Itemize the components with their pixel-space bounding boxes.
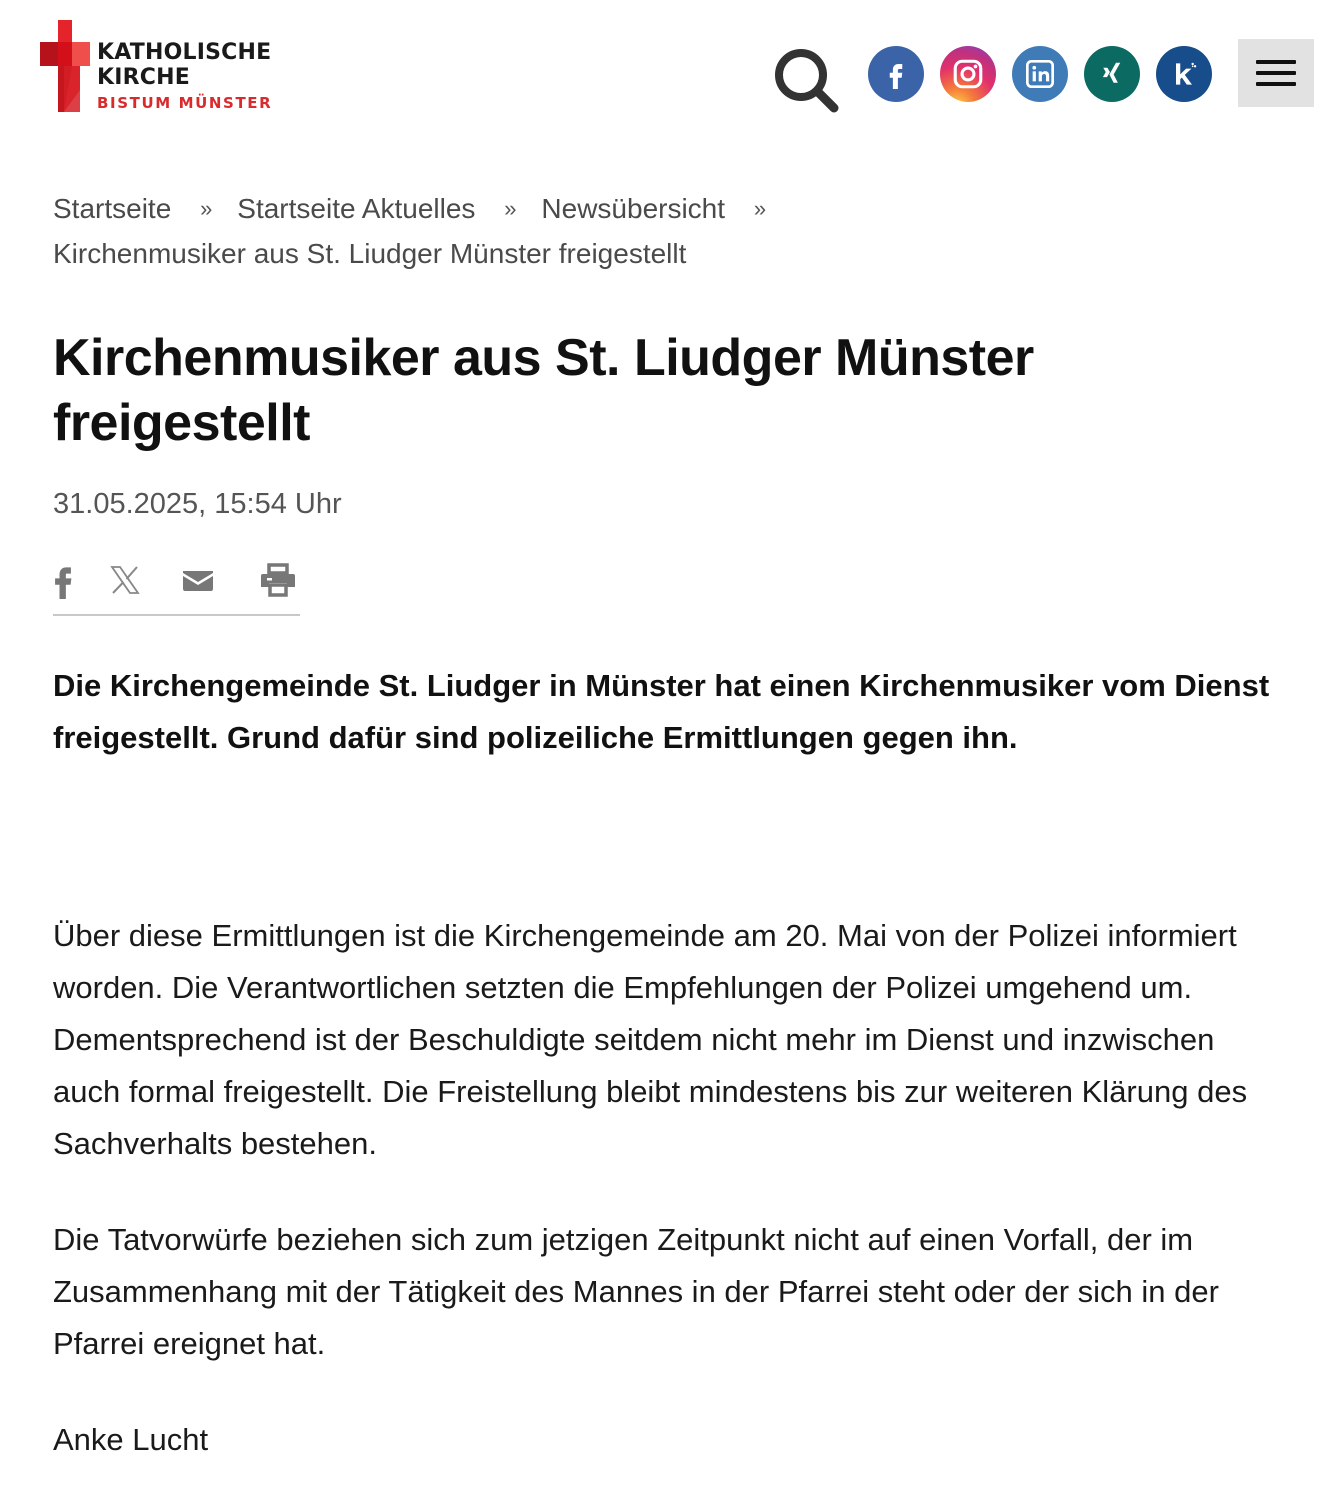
menu-button[interactable] — [1238, 39, 1314, 107]
xing-icon — [1097, 59, 1127, 89]
x-icon — [109, 564, 141, 596]
article-paragraph-2: Die Tatvorwürfe beziehen sich zum jetzigen Zeitpunkt nicht auf einen Vorfall, der im Zusammenhang mit der Tätigkeit des Mannes in der Pfarrei steht oder der sich in der Pfarrei ereignet hat. — [53, 1222, 1219, 1361]
facebook-link[interactable] — [868, 46, 924, 102]
page-title-line-1: Kirchenmusiker aus St. Liudger Münster — [53, 329, 1034, 387]
share-x-button[interactable] — [109, 560, 141, 600]
breadcrumb — [53, 186, 1053, 276]
xing-link[interactable] — [1084, 46, 1140, 102]
logo-line-katholische: KATHOLISCHE — [97, 40, 272, 65]
cross-logo-icon — [40, 20, 90, 112]
logo-line-bistum: BISTUM MÜNSTER — [97, 94, 273, 112]
share-mail-button[interactable] — [181, 560, 215, 600]
share-facebook-button[interactable] — [53, 560, 75, 600]
share-bar — [53, 558, 300, 616]
page-title — [53, 326, 1273, 456]
breadcrumb-separator-icon: » — [753, 196, 767, 221]
share-print-button[interactable] — [260, 560, 296, 600]
linkedin-link[interactable] — [1012, 46, 1068, 102]
instagram-icon — [951, 57, 985, 91]
breadcrumb-current: Kirchenmusiker aus St. Liudger Münster freigestellt — [53, 238, 687, 269]
logo-line-kirche: KIRCHE — [97, 65, 190, 90]
katholisch-link[interactable] — [1156, 46, 1212, 102]
instagram-link[interactable] — [940, 46, 996, 102]
print-icon — [260, 562, 296, 598]
article-date: 31.05.2025, 15:54 Uhr — [53, 488, 342, 520]
breadcrumb-separator-icon: » — [200, 196, 213, 221]
hamburger-menu-icon-bar — [1256, 60, 1296, 64]
breadcrumb-newsuebersicht[interactable]: Newsübersicht — [541, 193, 726, 224]
linkedin-icon — [1024, 58, 1056, 90]
logo-text — [97, 40, 272, 114]
breadcrumb-startseite[interactable]: Startseite — [53, 193, 172, 224]
breadcrumb-startseite-aktuelles[interactable]: Startseite Aktuelles — [237, 193, 476, 224]
mail-icon — [181, 567, 215, 593]
search-icon — [770, 44, 842, 116]
site-logo[interactable] — [40, 20, 280, 116]
breadcrumb-separator-icon: » — [504, 196, 517, 221]
hamburger-menu-icon-bar — [1256, 82, 1296, 86]
article-author: Anke Lucht — [53, 1422, 209, 1457]
facebook-icon — [881, 59, 911, 89]
site-header — [0, 0, 1330, 130]
facebook-icon — [53, 561, 73, 599]
search-button[interactable] — [770, 44, 842, 116]
article-lead: Die Kirchengemeinde St. Liudger in Münster hat einen Kirchenmusiker vom Dienst freigestellt. Grund dafür sind polizeiliche Ermittlungen gegen ihn. — [53, 668, 1270, 755]
article-paragraph-1: Über diese Ermittlungen ist die Kirchengemeinde am 20. Mai von der Polizei informiert worden. Die Verantwortlichen setzten die Empfehlungen der Polizei umgehend um. Dementsprechend ist der Beschuldigte seitdem nicht mehr im Dienst und inzwischen auch formal freigestellt. Die Freistellung bleibt mindestens bis zur weiteren Klärung des Sachverhalts bestehen. — [53, 918, 1248, 1161]
page-title-line-2: freigestellt — [53, 394, 310, 452]
hamburger-menu-icon-bar — [1256, 71, 1296, 75]
katholisch-icon — [1168, 58, 1200, 90]
